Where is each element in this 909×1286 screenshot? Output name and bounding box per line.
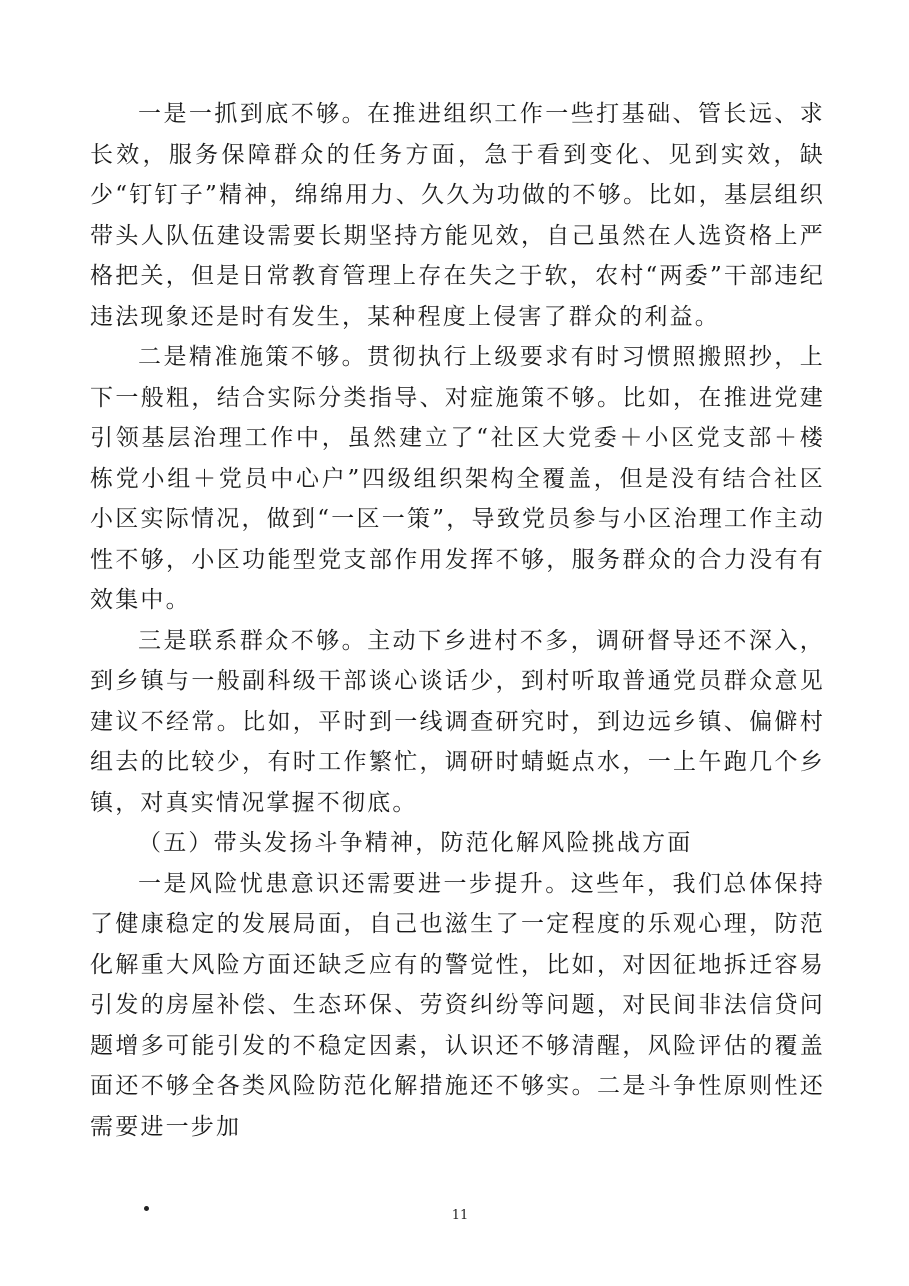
paragraph-3: 三是联系群众不够。主动下乡进村不多，调研督导还不深入，到乡镇与一般副科级干部谈心谈话少，到村听取普通党员群众意见建议不经常。比如，平时到一线调查研究时，到边远乡镇、偏僻村组去的比较少，有时工作繁忙，调研时蜻蜓点水，一上午跑几个乡镇，对真实情况掌握不彻底。 xyxy=(90,627,825,816)
paragraph-1: 一是一抓到底不够。在推进组织工作一些打基础、管长远、求长效，服务保障群众的任务方面，急于看到变化、见到实效，缺少“钉钉子”精神，绵绵用力、久久为功做的不够。比如，基层组织带头人队伍建设需要长期坚持方能见效，自己虽然在人选资格上严格把关，但是日常教育管理上存在失之于软，农村“两委”干部违纪违法现象还是时有发生，某种程度上侵害了群众的利益。 xyxy=(90,101,825,330)
page-number: 11 xyxy=(451,1208,469,1223)
paragraph-2: 二是精准施策不够。贯彻执行上级要求有时习惯照搬照抄，上下一般粗，结合实际分类指导、对症施策不够。比如，在推进党建引领基层治理工作中，虽然建立了“社区大党委＋小区党支部＋楼栋党小组＋党员中心户”四级组织架构全覆盖，但是没有结合社区小区实际情况，做到“一区一策”，导致党员参与小区治理工作主动性不够，小区功能型党支部作用发挥不够，服务群众的合力没有有效集中。 xyxy=(90,344,825,613)
footer-dot-icon xyxy=(144,1206,149,1211)
section-heading: （五）带头发扬斗争精神，防范化解风险挑战方面 xyxy=(138,830,693,856)
paragraph-4: 一是风险忧患意识还需要进一步提升。这些年，我们总体保持了健康稳定的发展局面，自己也滋生了一定程度的乐观心理，防范化解重大风险方面还缺乏应有的警觉性，比如，对因征地拆迁容易引发的房屋补偿、生态环保、劳资纠纷等问题，对民间非法信贷问题增多可能引发的不稳定因素，认识还不够清醒，风险评估的覆盖面还不够全各类风险防范化解措施还不够实。二是斗争性原则性还需要进一步加 xyxy=(90,870,825,1140)
document-body xyxy=(90,94,825,1147)
